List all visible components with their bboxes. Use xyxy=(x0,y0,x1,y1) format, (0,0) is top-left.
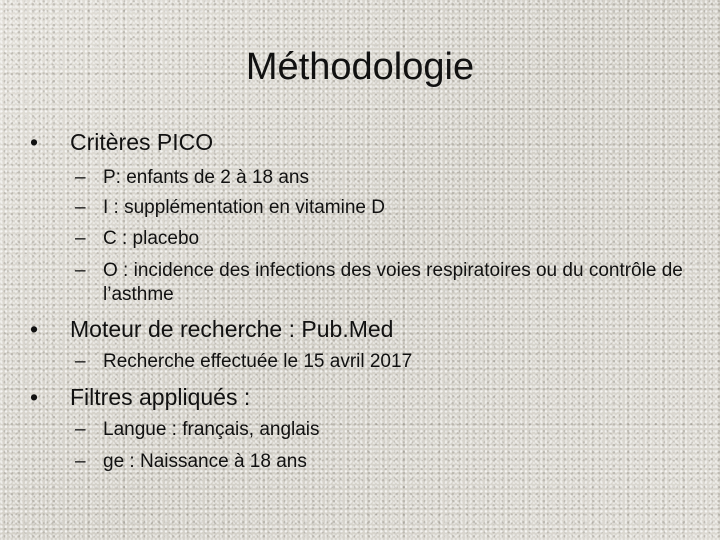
slide-title: Méthodologie xyxy=(245,46,475,88)
bullet-label: Moteur de recherche : Pub.Med xyxy=(70,316,394,342)
bullet-label: Filtres appliqués : xyxy=(70,384,251,410)
bullet-symbol: • xyxy=(30,129,39,155)
dash-symbol: – xyxy=(75,451,86,472)
dash-symbol: – xyxy=(75,228,86,249)
sub-item-text: ge : Naissance à 18 ans xyxy=(103,451,307,472)
sub-item-text: O : incidence des infections des voies respiratoires ou du contrôle de l’asthme xyxy=(103,260,683,305)
sub-item-text: C : placebo xyxy=(103,228,200,249)
bullet-symbol: • xyxy=(30,316,39,342)
dash-symbol: – xyxy=(75,197,86,218)
dash-symbol: – xyxy=(75,260,86,281)
sub-item-text: P: enfants de 2 à 18 ans xyxy=(103,167,309,188)
dash-symbol: – xyxy=(75,419,86,440)
dash-symbol: – xyxy=(75,351,86,372)
bullet-label: Critères PICO xyxy=(70,129,214,155)
sub-item-text: I : supplémentation en vitamine D xyxy=(103,197,385,218)
dash-symbol: – xyxy=(75,167,86,188)
sub-item-text: Langue : français, anglais xyxy=(103,419,320,440)
sub-item-text: Recherche effectuée le 15 avril 2017 xyxy=(103,351,413,372)
bullet-symbol: • xyxy=(30,384,39,410)
